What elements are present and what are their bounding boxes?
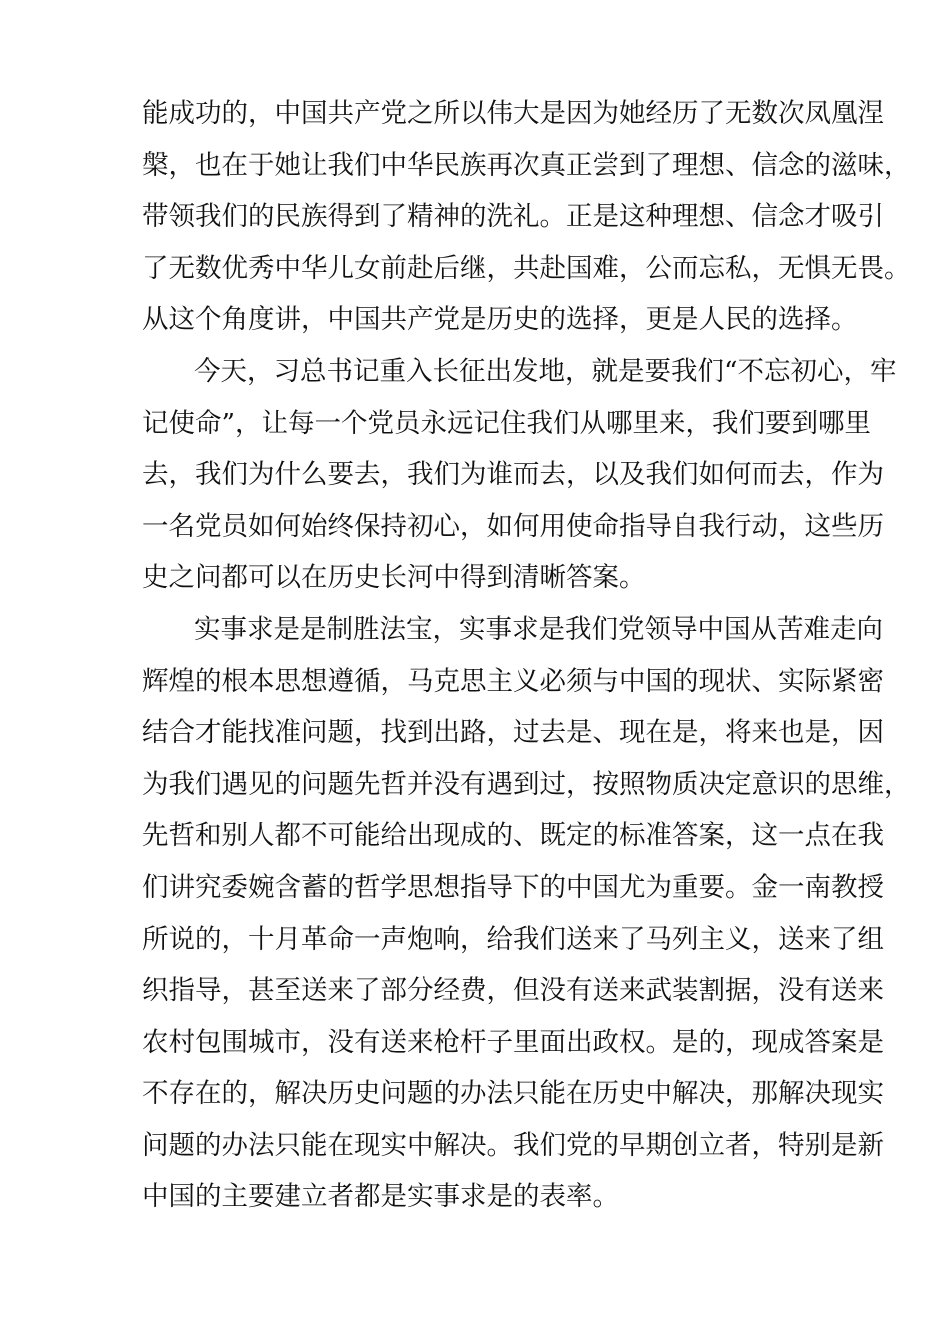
text-line: 结合才能找准问题，找到出路，过去是、现在是，将来也是，因	[142, 717, 884, 749]
text-line: 农村包围城市，没有送来枪杆子里面出政权。是的，现成答案是	[142, 1026, 884, 1058]
body-text	[142, 88, 911, 1223]
text-line: 一名党员如何始终保持初心，如何用使命指导自我行动，这些历	[142, 510, 884, 542]
text-line: 史之问都可以在历史长河中得到清晰答案。	[142, 562, 646, 594]
text-line: 们讲究委婉含蓄的哲学思想指导下的中国尤为重要。金一南教授	[142, 871, 884, 903]
text-line: 从这个角度讲，中国共产党是历史的选择，更是人民的选择。	[142, 304, 858, 336]
text-line: 中国的主要建立者都是实事求是的表率。	[142, 1181, 619, 1213]
text-line: 为我们遇见的问题先哲并没有遇到过，按照物质决定意识的思维，	[142, 768, 911, 800]
text-line: 了无数优秀中华儿女前赴后继，共赴国难，公而忘私，无惧无畏。	[142, 252, 911, 284]
text-line: 今天，习总书记重入长征出发地，就是要我们“不忘初心，牢	[194, 355, 897, 387]
text-line: 问题的办法只能在现实中解决。我们党的早期创立者，特别是新	[142, 1129, 884, 1161]
text-line: 织指导，甚至送来了部分经费，但没有送来武装割据，没有送来	[142, 975, 884, 1007]
text-line: 能成功的，中国共产党之所以伟大是因为她经历了无数次凤凰涅	[142, 98, 884, 129]
text-line: 辉煌的根本思想遵循，马克思主义必须与中国的现状、实际紧密	[142, 665, 884, 697]
text-line: 槃，也在于她让我们中华民族再次真正尝到了理想、信念的滋味，	[142, 149, 911, 181]
text-line: 所说的，十月革命一声炮响，给我们送来了马列主义，送来了组	[142, 923, 884, 955]
text-line: 实事求是是制胜法宝，实事求是我们党领导中国从苦难走向	[194, 613, 883, 645]
text-line: 先哲和别人都不可能给出现成的、既定的标准答案，这一点在我	[142, 820, 884, 852]
text-line: 不存在的，解决历史问题的办法只能在历史中解决，那解决现实	[142, 1078, 884, 1110]
text-line: 去，我们为什么要去，我们为谁而去，以及我们如何而去，作为	[142, 459, 884, 491]
text-line: 带领我们的民族得到了精神的洗礼。正是这种理想、信念才吸引	[142, 201, 884, 233]
text-line: 记使命”，让每一个党员永远记住我们从哪里来，我们要到哪里	[142, 407, 872, 439]
